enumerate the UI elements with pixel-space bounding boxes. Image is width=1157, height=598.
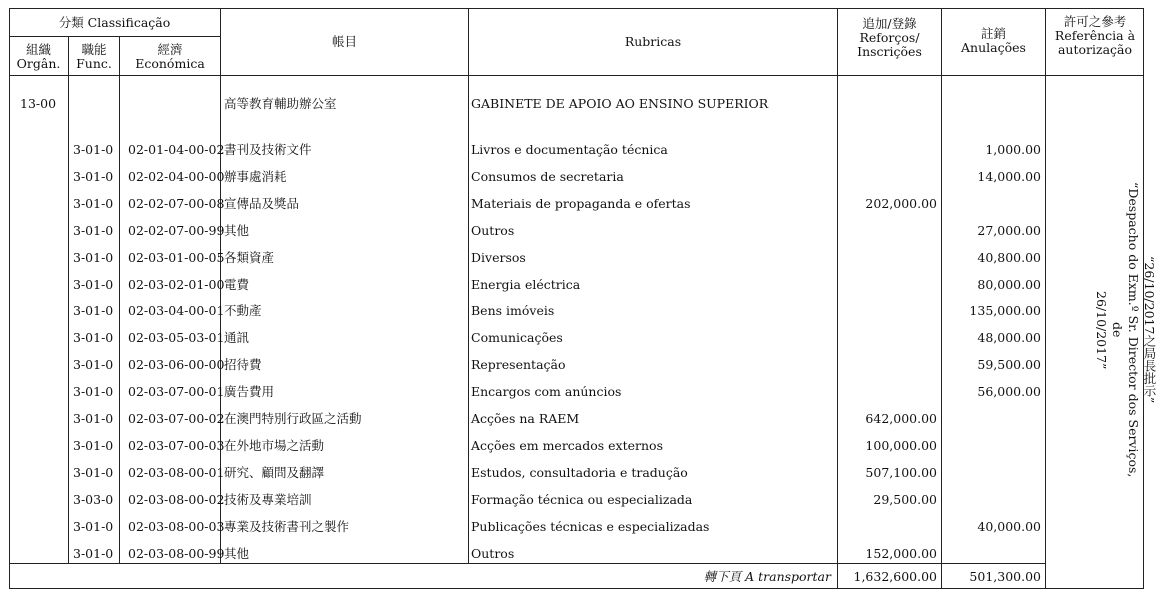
rubrica-zh: 技術及專業培訓 — [224, 492, 312, 507]
rubrica-pt: Outros — [471, 546, 515, 561]
rubrica-zh: 其他 — [224, 546, 250, 561]
reforco-value: 100,000.00 — [865, 438, 937, 453]
header-economica: 經濟 Económica — [135, 42, 205, 71]
func-code: 3-01-0 — [73, 546, 114, 561]
rubrica-zh: 電費 — [224, 277, 250, 292]
func-code: 3-01-0 — [73, 196, 114, 211]
reforco-value: 29,500.00 — [873, 492, 937, 507]
econ-code: 02-03-04-00-01 — [128, 303, 225, 318]
anulacao-value: 56,000.00 — [977, 384, 1041, 399]
col-rule-6 — [941, 8, 942, 589]
anulacao-value: 27,000.00 — [977, 223, 1041, 238]
reforco-value: 507,100.00 — [865, 465, 937, 480]
header-rubrica-zh: 帳目 — [331, 34, 357, 49]
rubrica-zh: 在澳門特別行政區之活動 — [224, 411, 362, 426]
func-code: 3-01-0 — [73, 277, 114, 292]
header-organica: 組織 Orgân. — [16, 42, 61, 71]
func-code: 3-01-0 — [73, 303, 114, 318]
rubrica-zh: 通訊 — [224, 330, 250, 345]
org-name-pt: GABINETE DE APOIO AO ENSINO SUPERIOR — [471, 96, 769, 111]
func-code: 3-01-0 — [73, 438, 114, 453]
header-classification: 分類 Classificação — [58, 15, 171, 30]
rubrica-pt: Diversos — [471, 250, 526, 265]
econ-code: 02-03-05-03-01 — [128, 330, 225, 345]
rubrica-pt: Acções em mercados externos — [471, 438, 663, 453]
econ-code: 02-03-06-00-00 — [128, 357, 225, 372]
rubrica-zh: 不動產 — [224, 303, 262, 318]
org-code: 13-00 — [20, 96, 57, 111]
econ-code: 02-02-07-00-99 — [128, 223, 225, 238]
rubrica-zh: 專業及技術書刊之製作 — [224, 519, 350, 534]
econ-code: 02-02-07-00-08 — [128, 196, 225, 211]
econ-code: 02-03-01-00-05 — [128, 250, 225, 265]
func-code: 3-01-0 — [73, 411, 114, 426]
anulacao-value: 14,000.00 — [977, 169, 1041, 184]
rubrica-pt: Outros — [471, 223, 515, 238]
func-code: 3-01-0 — [73, 330, 114, 345]
rubrica-zh: 廣告費用 — [224, 384, 275, 399]
header-divider-classification — [9, 36, 220, 37]
rubrica-zh: 研究、顧問及翻譯 — [224, 465, 325, 480]
econ-code: 02-03-07-00-03 — [128, 438, 225, 453]
reforco-value: 202,000.00 — [865, 196, 937, 211]
rubrica-zh: 招待費 — [224, 357, 262, 372]
func-code: 3-01-0 — [73, 142, 114, 157]
rubrica-pt: Formação técnica ou especializada — [471, 492, 693, 507]
rubrica-pt: Estudos, consultadoria e tradução — [471, 465, 688, 480]
rubrica-pt: Materiais de propaganda e ofertas — [471, 196, 691, 211]
reforco-value: 642,000.00 — [865, 411, 937, 426]
anulacao-value: 135,000.00 — [969, 303, 1041, 318]
econ-code: 02-02-04-00-00 — [128, 169, 225, 184]
func-code: 3-01-0 — [73, 250, 114, 265]
func-code: 3-01-0 — [73, 357, 114, 372]
rubrica-pt: Energia eléctrica — [471, 277, 581, 292]
header-rubrica-pt: Rubricas — [624, 34, 682, 49]
econ-code: 02-03-08-00-99 — [128, 546, 225, 561]
econ-code: 02-03-08-00-01 — [128, 465, 225, 480]
footer-rule — [9, 563, 1046, 564]
header-autorizacao: 許可之參考 Referência à autorização — [1054, 14, 1136, 57]
econ-code: 02-03-08-00-02 — [128, 492, 225, 507]
col-rule-4 — [468, 8, 469, 563]
anulacao-value: 40,800.00 — [977, 250, 1041, 265]
func-code: 3-03-0 — [73, 492, 114, 507]
econ-code: 02-03-07-00-02 — [128, 411, 225, 426]
func-code: 3-01-0 — [73, 169, 114, 184]
anulacao-value: 59,500.00 — [977, 357, 1041, 372]
func-code: 3-01-0 — [73, 223, 114, 238]
econ-code: 02-01-04-00-02 — [128, 142, 225, 157]
econ-code: 02-03-02-01-00 — [128, 277, 225, 292]
rubrica-zh: 宣傳品及獎品 — [224, 196, 300, 211]
func-code: 3-01-0 — [73, 465, 114, 480]
col-rule-7 — [1045, 8, 1046, 589]
anulacao-value: 1,000.00 — [985, 142, 1041, 157]
authorization-reference: “26/10/2017之局長批示” “Despacho do Exm.º Sr. Director dos Serviços, de 26/10/2017” — [1094, 182, 1157, 478]
org-name-zh: 高等教育輔助辦公室 — [224, 96, 337, 111]
rubrica-pt: Representação — [471, 357, 566, 372]
total-anulacoes: 501,300.00 — [969, 569, 1041, 584]
anulacao-value: 48,000.00 — [977, 330, 1041, 345]
rubrica-zh: 其他 — [224, 223, 250, 238]
rubrica-pt: Acções na RAEM — [471, 411, 580, 426]
header-bottom-rule — [9, 75, 1144, 76]
econ-code: 02-03-07-00-01 — [128, 384, 225, 399]
carry-forward-label: 轉下頁 A transportar — [703, 569, 831, 584]
rubrica-zh: 各類資產 — [224, 250, 275, 265]
reforco-value: 152,000.00 — [865, 546, 937, 561]
col-rule-1 — [68, 36, 69, 563]
col-rule-2 — [119, 36, 120, 563]
rubrica-zh: 辦事處消耗 — [224, 169, 287, 184]
func-code: 3-01-0 — [73, 519, 114, 534]
rubrica-pt: Publicações técnicas e especializadas — [471, 519, 710, 534]
rubrica-zh: 在外地市場之活動 — [224, 438, 325, 453]
func-code: 3-01-0 — [73, 384, 114, 399]
anulacao-value: 40,000.00 — [977, 519, 1041, 534]
header-anulacoes: 註銷 Anulações — [961, 26, 1026, 55]
rubrica-pt: Encargos com anúncios — [471, 384, 622, 399]
total-reforcos: 1,632,600.00 — [853, 569, 937, 584]
header-reforcos: 追加/登錄 Reforços/ Inscrições — [857, 16, 922, 59]
header-funcional: 職能 Func. — [76, 42, 112, 71]
anulacao-value: 80,000.00 — [977, 277, 1041, 292]
rubrica-pt: Bens imóveis — [471, 303, 555, 318]
rubrica-pt: Livros e documentação técnica — [471, 142, 668, 157]
rubrica-zh: 書刊及技術文件 — [224, 142, 312, 157]
econ-code: 02-03-08-00-03 — [128, 519, 225, 534]
rubrica-pt: Consumos de secretaria — [471, 169, 624, 184]
rubrica-pt: Comunicações — [471, 330, 563, 345]
